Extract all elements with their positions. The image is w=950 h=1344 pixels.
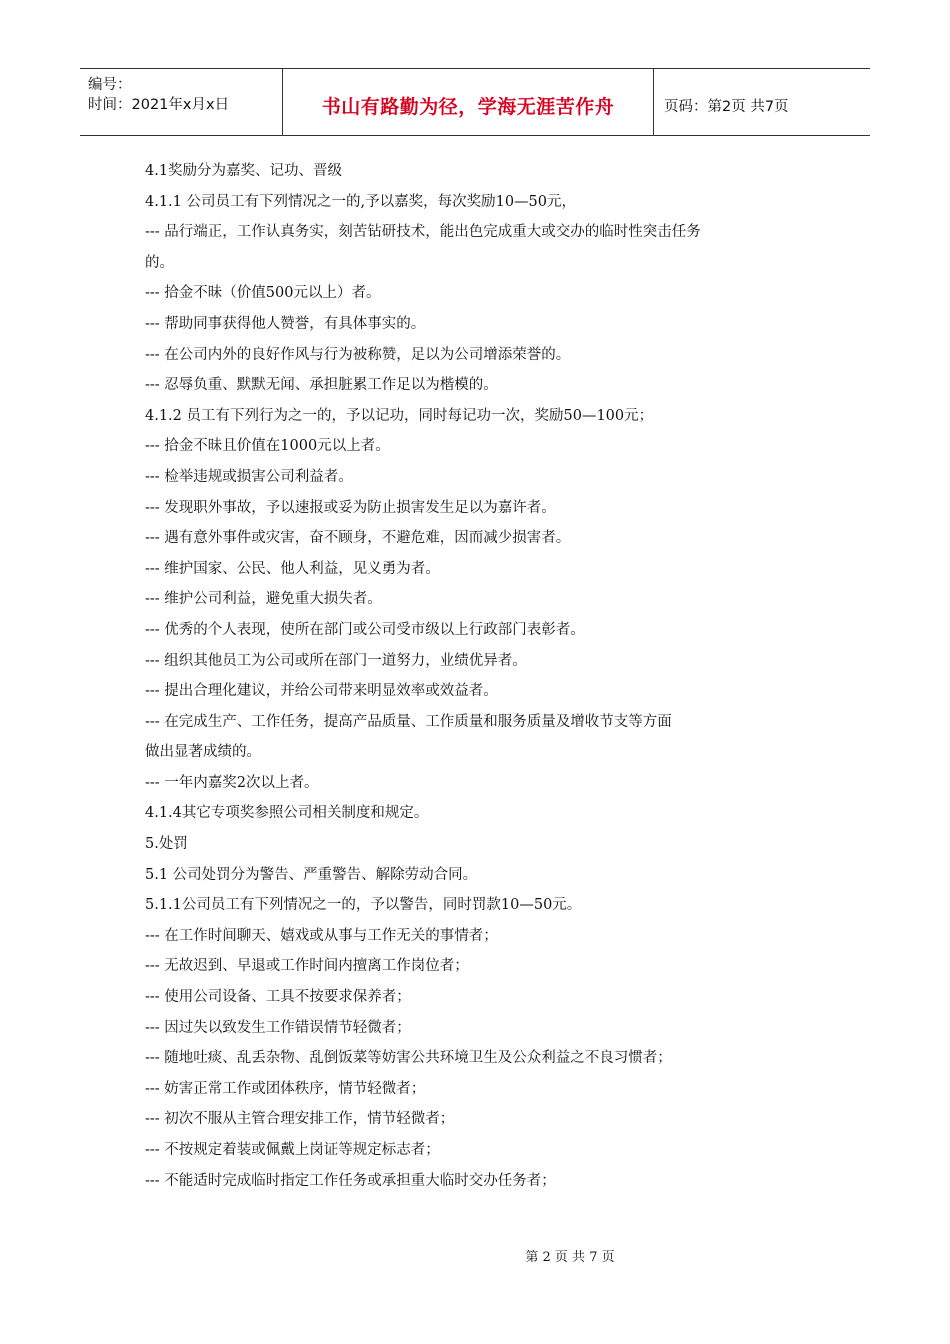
body-line: --- 使用公司设备、工具不按要求保养者； xyxy=(145,989,411,1006)
body-line: 5.1.1公司员工有下列情况之一的，予以警告，同时罚款10—50元。 xyxy=(145,897,582,914)
body-line: 4.1.4其它专项奖参照公司相关制度和规定。 xyxy=(145,805,429,822)
body-line: --- 因过失以致发生工作错误情节轻微者； xyxy=(145,1019,411,1036)
body-line: --- 检举违规或损害公司利益者。 xyxy=(145,468,353,485)
body-line: --- 不按规定着装或佩戴上岗证等规定标志者； xyxy=(145,1142,440,1158)
body-line: 的。 xyxy=(145,254,174,271)
body-line: --- 发现职外事故，予以速报或妥为防止损害发生足以为嘉许者。 xyxy=(145,499,556,516)
body-line: --- 维护公司利益，避免重大损失者。 xyxy=(145,591,382,608)
body-line: --- 在公司内外的良好作风与行为被称赞，足以为公司增添荣誉的。 xyxy=(145,346,571,363)
page-footer xyxy=(0,1246,950,1265)
body-line: --- 组织其他员工为公司或所在部门一道努力，业绩优异者。 xyxy=(145,652,527,669)
body-line: 5.1 公司处罚分为警告、严重警告、解除劳动合同。 xyxy=(145,866,478,883)
header-page-info xyxy=(654,69,870,135)
document-number-label: 编号： xyxy=(88,77,132,93)
body-line: --- 在完成生产、工作任务，提高产品质量、工作质量和服务质量及增收节支等方面 xyxy=(145,713,672,730)
header-page-label: 页码：第2页 共7页 xyxy=(664,98,789,115)
body-line: --- 无故迟到、早退或工作时间内擅离工作岗位者； xyxy=(145,958,469,975)
body-line: --- 维护国家、公民、他人利益，见义勇为者。 xyxy=(145,560,440,577)
body-line: 做出显著成绩的。 xyxy=(145,744,261,761)
body-line: --- 拾金不昧且价值在1000元以上者。 xyxy=(145,438,390,455)
body-line: 4.1奖励分为嘉奖、记功、晋级 xyxy=(145,163,343,179)
document-time-label: 时间：2021年x月x日 xyxy=(88,97,230,113)
body-line: --- 忍辱负重、默默无闻、承担脏累工作足以为楷模的。 xyxy=(145,377,498,394)
footer-page-number: 第 2 页 共 7 页 xyxy=(525,1250,615,1265)
header-motto: 书山有路勤为径，学海无涯苦作舟 xyxy=(321,95,615,118)
document-body xyxy=(145,156,820,1196)
body-line: --- 拾金不昧（价值500元以上）者。 xyxy=(145,285,381,302)
body-line: --- 不能适时完成临时指定工作任务或承担重大临时交办任务者； xyxy=(145,1172,556,1189)
body-line: --- 在工作时间聊天、嬉戏或从事与工作无关的事情者； xyxy=(145,927,498,944)
body-line: --- 初次不服从主管合理安排工作，情节轻微者； xyxy=(145,1111,455,1128)
body-line: --- 提出合理化建议，并给公司带来明显效率或效益者。 xyxy=(145,683,498,700)
body-line: --- 随地吐痰、乱丢杂物、乱倒饭菜等妨害公共环境卫生及公众利益之不良习惯者； xyxy=(145,1050,672,1067)
body-line: --- 帮助同事获得他人赞誉，有具体事实的。 xyxy=(145,315,426,332)
header-meta xyxy=(80,69,282,135)
body-line: --- 遇有意外事件或灾害，奋不顾身，不避危难，因而减少损害者。 xyxy=(145,530,571,547)
body-line: 4.1.2 员工有下列行为之一的，予以记功，同时每记功一次，奖励50—100元； xyxy=(145,407,654,424)
body-line: --- 优秀的个人表现，使所在部门或公司受市级以上行政部门表彰者。 xyxy=(145,621,585,638)
body-line: 5.处罚 xyxy=(145,836,188,853)
body-line: 4.1.1 公司员工有下列情况之一的,予以嘉奖，每次奖励10—50元， xyxy=(145,193,577,210)
page-header xyxy=(80,68,870,136)
header-motto-cell xyxy=(282,69,654,135)
body-line: --- 品行端正，工作认真务实，刻苦钻研技术，能出色完成重大或交办的临时性突击任务 xyxy=(145,224,701,241)
body-line: --- 一年内嘉奖2次以上者。 xyxy=(145,774,319,791)
body-line: --- 妨害正常工作或团体秩序，情节轻微者； xyxy=(145,1080,426,1097)
